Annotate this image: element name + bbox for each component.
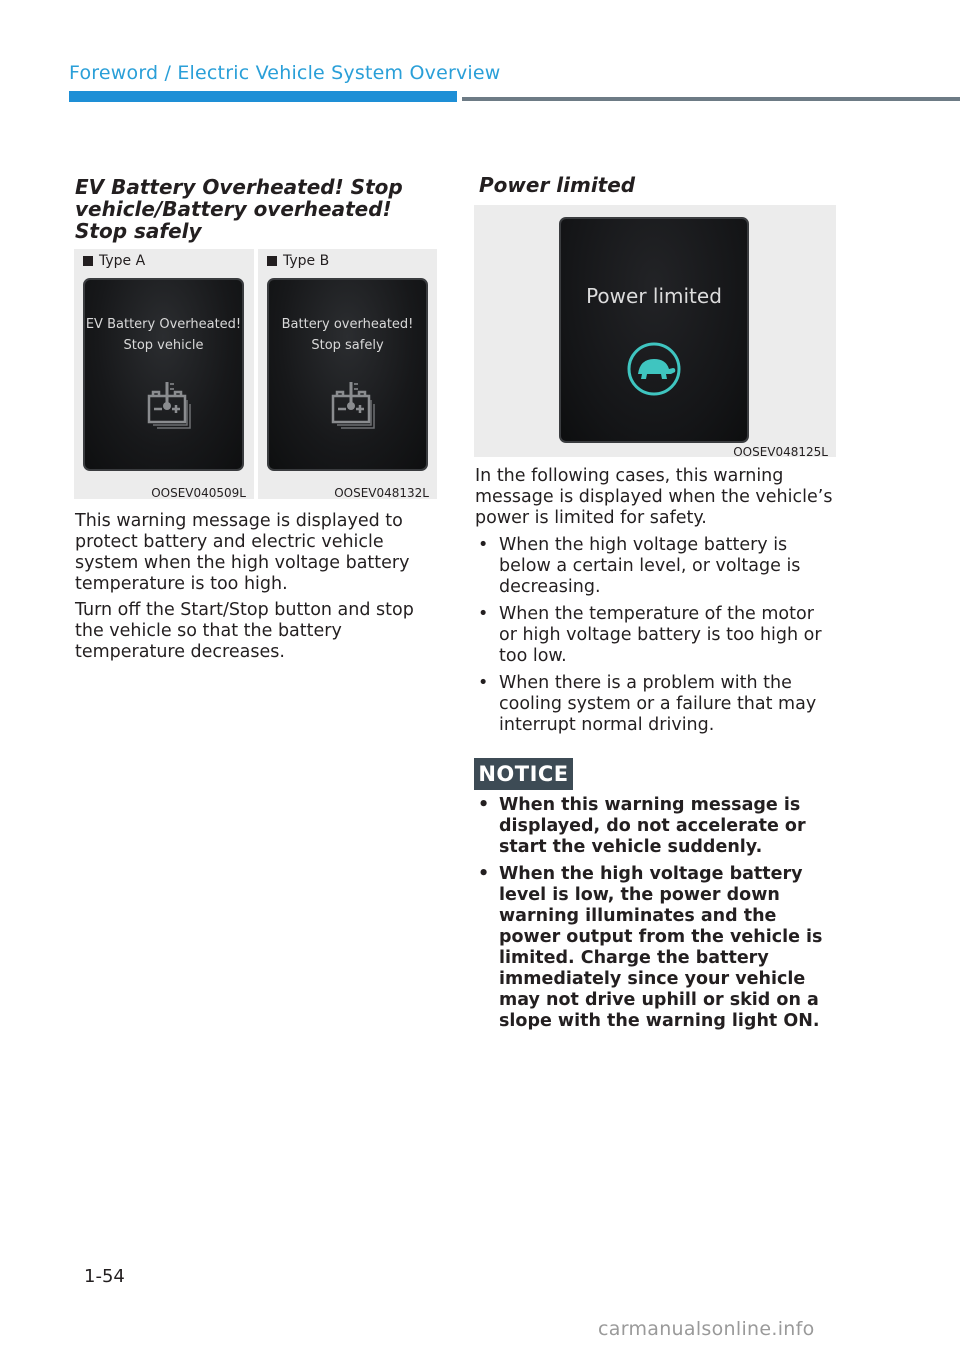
cluster-screen-type-a: [83, 278, 244, 471]
list-item: • When the high voltage battery level is low, the power down warning illuminates and the power output from the vehicle is limited. Charge the battery immediately since your vehicle may not drive uphill or skid on a slope with the warning light ON.: [475, 864, 835, 1032]
header-title: Foreword / Electric Vehicle System Overview: [69, 62, 501, 84]
figure-type-b: [258, 249, 437, 499]
list-item: • When this warning message is displayed, do not accelerate or start the vehicle suddenly.: [475, 795, 835, 858]
screen-line1: EV Battery Overheated!: [85, 317, 242, 332]
right-intro-paragraph: In the following cases, this warning message is displayed when the vehicle’s power is limited for safety.: [475, 466, 833, 528]
screen-line2: Stop safely: [311, 338, 384, 353]
watermark: carmanualsonline.info: [598, 1318, 815, 1340]
square-bullet-icon: [267, 256, 277, 266]
square-bullet-icon: [83, 256, 93, 266]
battery-temperature-icon: [321, 378, 381, 430]
figure-power-limited: [474, 205, 836, 457]
header-bar-accent: [69, 91, 457, 102]
power-limited-cases-list: [475, 535, 835, 742]
screen-line2: Stop vehicle: [123, 338, 204, 353]
type-a-label: Type A: [99, 253, 146, 269]
left-paragraph-2: Turn off the Start/Stop button and stop the vehicle so that the battery temperature decreases.: [75, 600, 414, 662]
cluster-screen-power-limited: [559, 217, 749, 443]
notice-list: [475, 795, 835, 1038]
type-b-label: Type B: [283, 253, 330, 269]
left-paragraph-1: This warning message is displayed to protect battery and electric vehicle system when the high voltage battery temperature is too high.: [75, 511, 410, 594]
screen-power-limited-text: Power limited: [586, 284, 722, 308]
section-title-battery-overheated: EV Battery Overheated! Stop vehicle/Battery overheated! Stop safely: [75, 175, 403, 243]
section-title-power-limited: Power limited: [479, 173, 636, 197]
notice-badge: NOTICE: [474, 758, 573, 790]
figure-code-type-a: OOSEV040509L: [151, 486, 246, 500]
battery-temperature-icon: [137, 378, 197, 430]
turtle-icon: [626, 341, 682, 397]
cluster-screen-type-b: [267, 278, 428, 471]
list-item: • When there is a problem with the cooling system or a failure that may interrupt normal driving.: [475, 673, 835, 736]
list-item: • When the temperature of the motor or high voltage battery is too high or too low.: [475, 604, 835, 667]
header-bar-rule: [462, 97, 960, 101]
figure-type-a: [74, 249, 254, 499]
figure-code-power-limited: OOSEV048125L: [733, 445, 828, 459]
page-number: 1-54: [84, 1266, 125, 1287]
figure-code-type-b: OOSEV048132L: [334, 486, 429, 500]
screen-line1: Battery overheated!: [281, 317, 414, 332]
list-item: • When the high voltage battery is below a certain level, or voltage is decreasing.: [475, 535, 835, 598]
